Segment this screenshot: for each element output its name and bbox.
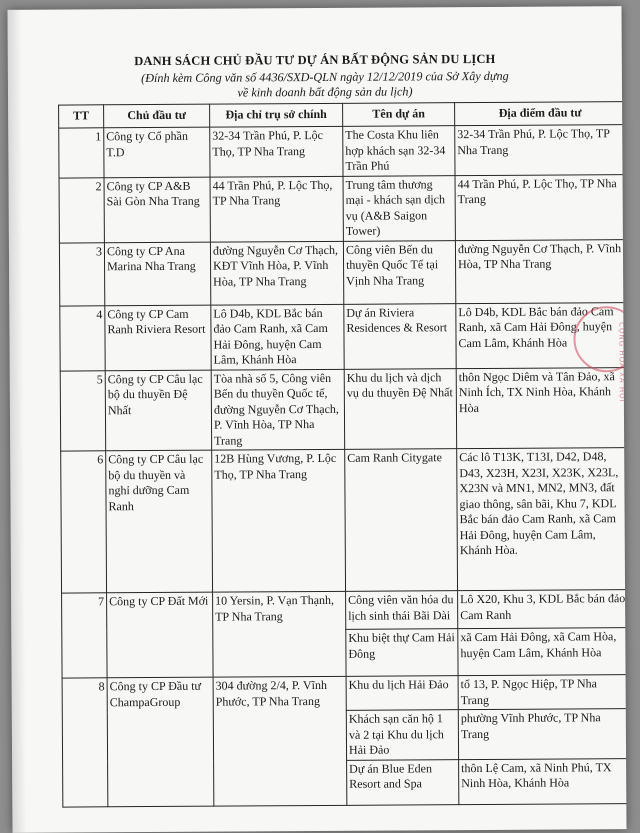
page-shadow: [7, 10, 26, 833]
header-investor: Chủ đầu tư: [104, 104, 210, 128]
location-cell: 32-34 Trần Phú, P. Lộc Thọ, TP Nha Trang: [455, 125, 626, 176]
location-cell: thôn Ngọc Diêm và Tân Đảo, xã Ninh Ích, TX Ninh Hòa, Khánh Hòa: [456, 367, 626, 449]
row-number: 5: [60, 370, 105, 451]
location-cell: tổ 13, P. Ngọc Hiệp, TP Nha Trang: [458, 675, 626, 710]
address-cell: 304 đường 2/4, P. Vĩnh Phước, TP Nha Trang: [213, 676, 347, 805]
investor-cell: Công ty CP A&B Sài Gòn Nha Trang: [104, 177, 210, 243]
table-row: [59, 239, 626, 305]
project-cell: Công viên Bến du thuyền Quốc Tế tại Vịnh Nha Trang: [343, 240, 455, 304]
investor-cell: Công ty Cổ phần T.D: [104, 127, 210, 177]
address-cell: 32-34 Trần Phú, P. Lộc Thọ, TP Nha Trang: [210, 126, 343, 176]
header-project: Tên dự án: [343, 103, 455, 127]
project-cell: The Costa Khu liên hợp khách sạn 32-34 Trần Phú: [343, 126, 455, 176]
location-cell: đường Nguyễn Cơ Thạch, P. Vĩnh Hòa, TP Nha Trang: [455, 239, 626, 303]
project-cell: Khu biệt thự Cam Hải Đông: [346, 629, 458, 677]
header-tt: TT: [59, 105, 104, 128]
investor-cell: Công ty CP Câu lạc bộ du thuyền và nghỉ dưỡng Cam Ranh: [106, 450, 213, 593]
project-cell: Khách sạn căn hộ 1 và 2 tại Khu du lịch Hải Đảo: [346, 710, 458, 760]
document-page: [7, 6, 626, 833]
address-cell: 12B Hùng Vương, P. Lộc Thọ, TP Nha Trang: [212, 449, 346, 592]
location-cell: xã Cam Hải Đông, xã Cam Hòa, huyện Cam Lâm, Khánh Hòa: [458, 628, 627, 676]
address-cell: 44 Trần Phú, P. Lộc Thọ, TP Nha Trang: [210, 176, 343, 242]
project-cell: Khu du lịch Hải Đảo: [346, 676, 458, 711]
investor-table: [58, 101, 626, 807]
investor-cell: Công ty CP Câu lạc bộ du thuyền Đệ Nhất: [105, 370, 211, 451]
location-cell: thôn Lệ Cam, xã Ninh Phú, TX Ninh Hòa, Khánh Hòa: [459, 758, 627, 804]
table-row: [62, 590, 627, 631]
table-row: [59, 125, 626, 178]
row-number: 3: [59, 242, 104, 305]
project-cell: Cam Ranh Citygate: [345, 449, 458, 592]
document-subtitle: [68, 68, 582, 101]
table-row: [60, 367, 626, 451]
location-cell: Lô D4b, KDL Bắc bán đảo Cam Ranh, xã Cam Hải Đông, huyện Cam Lâm, Khánh Hòa: [456, 302, 627, 368]
row-number: 6: [61, 451, 107, 593]
subtitle-line-1: (Đính kèm Công văn số 4436/SXD-QLN ngày 12/12/2019 của Sở Xây dựng: [141, 68, 509, 86]
row-number: 2: [59, 177, 104, 242]
row-number: 7: [62, 593, 108, 678]
stamp-text: CỘNG HÒA XÃ HỘI: [617, 322, 626, 403]
row-number: 8: [62, 678, 108, 807]
location-cell: Các lô T13K, T13I, D42, D48, D43, X23H, X23I, X23K, X23L, X23N và MN1, MN2, MN3, đất giao thông, sân bãi, Khu 7, KDL Bắc bán đảo Cam Ranh, xã Cam Hải Đông, huyện Cam Lâm, Khánh Hòa.: [457, 448, 627, 591]
investor-cell: Công ty CP Đất Mới: [107, 592, 214, 678]
header-location: Địa điểm đầu tư: [455, 102, 626, 126]
table-row: [59, 174, 626, 242]
project-cell: Công viên văn hóa du lịch sinh thái Bãi Dài: [346, 591, 458, 630]
address-cell: Tòa nhà số 5, Công viên Bến du thuyền Quốc tế, đường Nguyễn Cơ Thạch, P. Vĩnh Hòa, TP Nha Trang: [211, 369, 344, 450]
address-cell: Lô D4b, KDL Bắc bán đảo Cam Ranh, xã Cam Hải Đông, huyện Cam Lâm, Khánh Hòa: [211, 304, 344, 370]
location-cell: 44 Trần Phú, P. Lộc Thọ, TP Nha Trang: [455, 174, 626, 240]
project-cell: Dự án Blue Eden Resort and Spa: [347, 759, 459, 805]
investor-cell: Công ty CP Cam Ranh Riviera Resort: [105, 305, 211, 371]
table-row: [62, 675, 626, 712]
table-row: [61, 448, 627, 593]
header-address: Địa chỉ trụ sở chính: [210, 103, 343, 127]
project-cell: Trung tâm thương mại - khách sạn dịch vụ (A&B Saigon Tower): [343, 175, 455, 241]
investor-cell: Công ty CP Đầu tư ChampaGroup: [107, 677, 214, 806]
subtitle-line-2: về kinh doanh bất động sản du lịch): [237, 84, 413, 100]
location-cell: Lô X20, Khu 3, KDL Bắc bán đảo Cam Ranh: [458, 590, 627, 629]
row-number: 4: [60, 305, 105, 370]
project-cell: Khu du lịch và dịch vụ du thuyền Đệ Nhất: [344, 368, 456, 449]
project-cell: Dự án Riviera Residences & Resort: [344, 303, 456, 369]
address-cell: đường Nguyễn Cơ Thạch, KĐT Vĩnh Hòa, P. Vĩnh Hòa, TP Nha Trang: [210, 241, 343, 305]
address-cell: 10 Yersin, P. Vạn Thạnh, TP Nha Trang: [213, 591, 347, 677]
location-cell: phường Vĩnh Phước, TP Nha Trang: [458, 709, 626, 760]
document-title: DANH SÁCH CHỦ ĐẦU TƯ DỰ ÁN BẤT ĐỘNG SẢN DU LỊCH: [134, 51, 496, 69]
table-row: [60, 302, 627, 370]
row-number: 1: [59, 128, 104, 178]
investor-cell: Công ty CP Ana Marina Nha Trang: [104, 242, 210, 306]
table-header-row: [59, 102, 626, 128]
